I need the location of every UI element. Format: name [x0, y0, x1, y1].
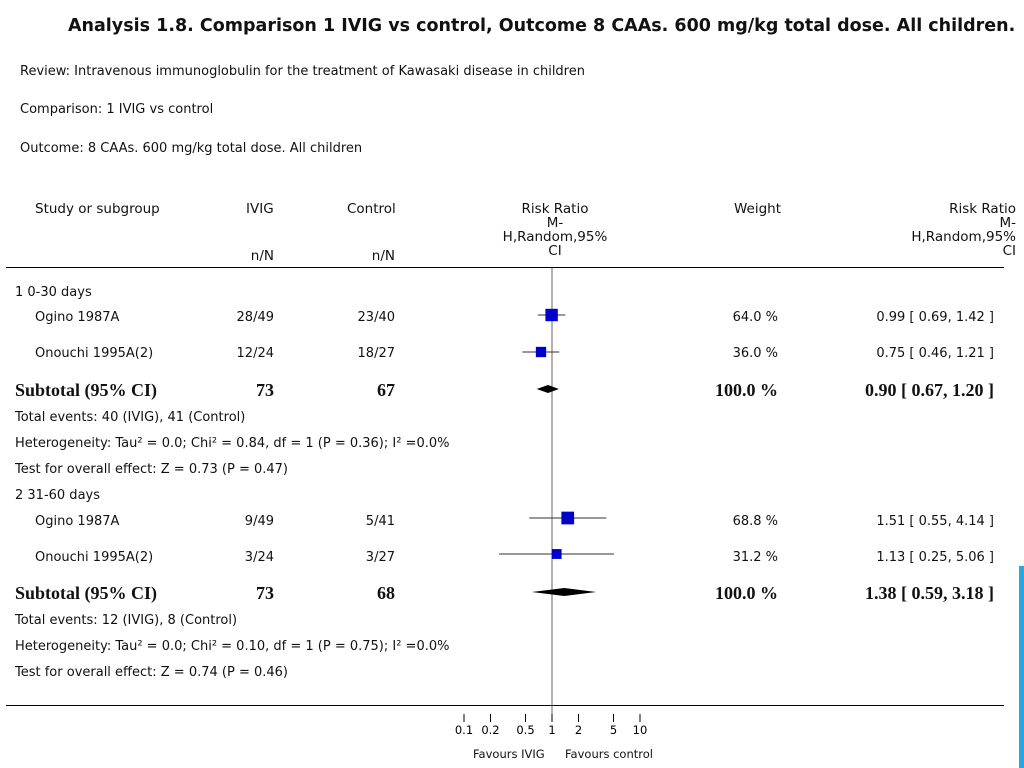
- study-marker: [536, 347, 546, 357]
- study-rr: 0.75 [ 0.46, 1.21 ]: [876, 346, 994, 361]
- study-rr: 1.13 [ 0.25, 5.06 ]: [876, 550, 994, 565]
- axis-tick-label: 10: [632, 723, 648, 737]
- subtotal-control: 67: [377, 380, 395, 400]
- study-rr: 1.51 [ 0.55, 4.14 ]: [876, 514, 994, 529]
- study-ivig: 3/24: [244, 550, 274, 565]
- header-control-sub: n/N: [371, 248, 395, 264]
- study-weight: 68.8 %: [732, 514, 778, 529]
- study-name: Ogino 1987A: [35, 514, 120, 529]
- axis-tick-label: 0.2: [481, 723, 500, 737]
- axis-tick-label: 1: [548, 723, 556, 737]
- header-rr-line3: H,Random,95%: [911, 229, 1016, 245]
- study-marker: [545, 309, 557, 321]
- header-rr-line1: Risk Ratio: [949, 201, 1016, 217]
- header-rr-plot-line4: CI: [548, 243, 562, 259]
- subtotal-ivig: 73: [256, 380, 274, 400]
- subtotal-diamond: [537, 385, 559, 393]
- axis-tick-label: 5: [609, 723, 618, 737]
- total-events: Total events: 12 (IVIG), 8 (Control): [15, 613, 238, 628]
- study-control: 3/27: [365, 550, 395, 565]
- header-rr-plot-line2: M-: [546, 215, 564, 231]
- axis-tick-label: 0.1: [454, 723, 474, 737]
- header-control: Control: [347, 201, 396, 217]
- subtotal-label: Subtotal (95% CI): [15, 380, 158, 400]
- subtotal-rr: 1.38 [ 0.59, 3.18 ]: [865, 583, 994, 603]
- favours-right-label: Favours control: [565, 747, 653, 761]
- total-events: Total events: 40 (IVIG), 41 (Control): [15, 410, 246, 425]
- header-ivig-sub: n/N: [250, 248, 274, 264]
- study-name: Ogino 1987A: [35, 310, 120, 325]
- outcome-line: Outcome: 8 CAAs. 600 mg/kg total dose. All children: [20, 141, 363, 156]
- axis-tick-label: 2: [574, 723, 583, 737]
- subtotal-rr: 0.90 [ 0.67, 1.20 ]: [865, 380, 994, 400]
- study-marker: [561, 512, 574, 525]
- header-rr-plot-line3: H,Random,95%: [502, 229, 608, 245]
- heterogeneity: Heterogeneity: Tau² = 0.0; Chi² = 0.84, df = 1 (P = 0.36); I² =0.0%: [15, 436, 450, 451]
- header-rr-plot-line1: Risk Ratio: [521, 201, 589, 217]
- group-label: 2 31-60 days: [15, 488, 100, 503]
- study-control: 23/40: [357, 310, 395, 325]
- study-ivig: 28/49: [236, 310, 274, 325]
- overall-effect: Test for overall effect: Z = 0.73 (P = 0.47): [15, 462, 288, 477]
- study-ivig: 12/24: [236, 346, 274, 361]
- subtotal-diamond: [532, 588, 596, 596]
- header-ivig: IVIG: [246, 201, 274, 217]
- header-weight: Weight: [734, 201, 782, 217]
- study-control: 18/27: [357, 346, 395, 361]
- subtotal-label: Subtotal (95% CI): [15, 583, 158, 603]
- heterogeneity: Heterogeneity: Tau² = 0.0; Chi² = 0.10, df = 1 (P = 0.75); I² =0.0%: [15, 639, 450, 654]
- study-rr: 0.99 [ 0.69, 1.42 ]: [876, 310, 994, 325]
- subtotal-weight: 100.0 %: [715, 583, 778, 603]
- header-rr-line4: CI: [1002, 243, 1016, 259]
- header-study: Study or subgroup: [35, 201, 160, 217]
- group-label: 1 0-30 days: [15, 285, 92, 300]
- subtotal-ivig: 73: [256, 583, 274, 603]
- study-name: Onouchi 1995A(2): [35, 346, 154, 361]
- study-name: Onouchi 1995A(2): [35, 550, 154, 565]
- page-title: Analysis 1.8. Comparison 1 IVIG vs control, Outcome 8 CAAs. 600 mg/kg total dose. All children.: [68, 16, 1016, 36]
- study-weight: 64.0 %: [732, 310, 778, 325]
- subtotal-control: 68: [377, 583, 395, 603]
- axis-tick-label: 0.5: [516, 723, 535, 737]
- header-rr-line2: M-: [999, 215, 1016, 231]
- study-weight: 31.2 %: [732, 550, 778, 565]
- study-ivig: 9/49: [244, 514, 274, 529]
- study-weight: 36.0 %: [732, 346, 778, 361]
- overall-effect: Test for overall effect: Z = 0.74 (P = 0.46): [15, 665, 288, 680]
- favours-left-label: Favours IVIG: [473, 747, 545, 761]
- review-line: Review: Intravenous immunoglobulin for the treatment of Kawasaki disease in children: [20, 64, 585, 79]
- subtotal-weight: 100.0 %: [715, 380, 778, 400]
- accent-bar: [1019, 566, 1024, 768]
- study-marker: [552, 549, 562, 559]
- comparison-line: Comparison: 1 IVIG vs control: [20, 102, 214, 117]
- study-control: 5/41: [365, 514, 395, 529]
